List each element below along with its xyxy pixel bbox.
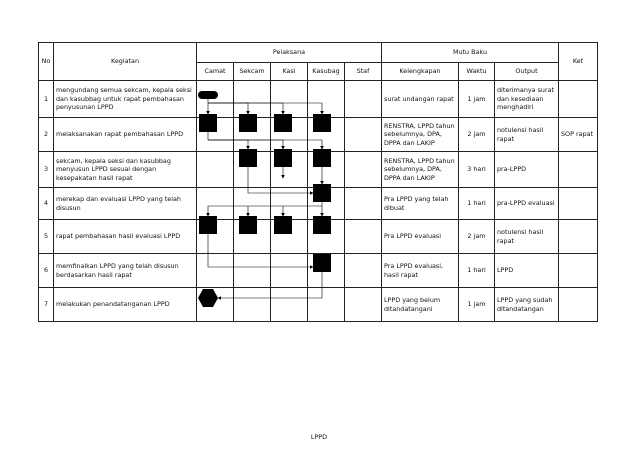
row-kegiatan: melaksanakan rapat pembahasan LPPD: [54, 118, 197, 152]
cell-kasubag: [308, 188, 345, 220]
cell-staf: [345, 288, 382, 322]
cell-staf: [345, 81, 382, 118]
header-sekcam: Sekcam: [234, 63, 271, 81]
cell-sekcam: [234, 152, 271, 188]
row-no: 3: [39, 152, 54, 188]
row-ket: [559, 81, 598, 118]
row-kelengkapan: Pra LPPD evaluasi: [382, 220, 459, 254]
cell-camat: [197, 118, 234, 152]
table-row: [39, 152, 598, 188]
cell-kasubag: [308, 288, 345, 322]
row-kegiatan: melakukan penandatanganan LPPD: [54, 288, 197, 322]
row-kelengkapan: Pra LPPD evaluasi, hasil rapat: [382, 254, 459, 288]
row-kelengkapan: RENSTRA, LPPD tahun sebelumnya, DPA, DPPA dan LAKIP: [382, 152, 459, 188]
cell-camat: [197, 220, 234, 254]
cell-staf: [345, 220, 382, 254]
row-no: 1: [39, 81, 54, 118]
row-kelengkapan: surat undangan rapat: [382, 81, 459, 118]
row-output: diterimanya surat dan kesediaan menghadiri: [495, 81, 559, 118]
row-ket: [559, 254, 598, 288]
table-row: [39, 118, 598, 152]
cell-kasi: [271, 254, 308, 288]
cell-kasi: [271, 288, 308, 322]
row-waktu: 1 hari: [459, 254, 495, 288]
row-no: 7: [39, 288, 54, 322]
header-output: Output: [495, 63, 559, 81]
cell-sekcam: [234, 118, 271, 152]
cell-staf: [345, 118, 382, 152]
header-kasubag: Kasubag: [308, 63, 345, 81]
row-ket: [559, 188, 598, 220]
row-kegiatan: memfinalkan LPPD yang telah disusun berdasarkan hasil rapat: [54, 254, 197, 288]
row-kelengkapan: RENSTRA, LPPD tahun sebelumnya, DPA, DPPA dan LAKIP: [382, 118, 459, 152]
cell-camat: [197, 254, 234, 288]
cell-sekcam: [234, 220, 271, 254]
cell-sekcam: [234, 288, 271, 322]
table-row: [39, 188, 598, 220]
cell-staf: [345, 254, 382, 288]
cell-sekcam: [234, 254, 271, 288]
row-kelengkapan: Pra LPPD yang telah dibuat: [382, 188, 459, 220]
row-output: pra-LPPD: [495, 152, 559, 188]
cell-camat: [197, 152, 234, 188]
header-kelengkapan: Kelengkapan: [382, 63, 459, 81]
cell-kasi: [271, 188, 308, 220]
cell-kasi: [271, 118, 308, 152]
row-kegiatan: rapat pembahasan hasil evaluasi LPPD: [54, 220, 197, 254]
row-ket: SOP rapat: [559, 118, 598, 152]
cell-kasubag: [308, 118, 345, 152]
row-waktu: 2 jam: [459, 220, 495, 254]
row-kegiatan: merekap dan evaluasi LPPD yang telah disusun: [54, 188, 197, 220]
table-row: [39, 220, 598, 254]
row-ket: [559, 152, 598, 188]
cell-staf: [345, 188, 382, 220]
cell-camat: [197, 288, 234, 322]
header-no: No: [39, 43, 54, 81]
row-ket: [559, 220, 598, 254]
cell-sekcam: [234, 188, 271, 220]
cell-staf: [345, 152, 382, 188]
header-camat: Camat: [197, 63, 234, 81]
row-no: 5: [39, 220, 54, 254]
header-staf: Staf: [345, 63, 382, 81]
row-output: notulensi hasil rapat: [495, 220, 559, 254]
cell-kasubag: [308, 81, 345, 118]
row-kegiatan: sekcam, kepala seksi dan kasubbag menyusun LPPD sesuai dengan kesepakatan hasil rapat: [54, 152, 197, 188]
row-no: 6: [39, 254, 54, 288]
row-output: pra-LPPD evaluasi: [495, 188, 559, 220]
row-no: 4: [39, 188, 54, 220]
header-kasi: Kasi: [271, 63, 308, 81]
row-no: 2: [39, 118, 54, 152]
cell-kasi: [271, 152, 308, 188]
row-kegiatan: mengundang semua sekcam, kepala seksi dan kasubbag untuk rapat pembahasan penyusunan LPPD: [54, 81, 197, 118]
page-footer: LPPD: [310, 433, 328, 441]
table-row: [39, 254, 598, 288]
header-pelaksana: Pelaksana: [197, 43, 382, 63]
header-ket: Ket: [559, 43, 598, 81]
cell-kasi: [271, 81, 308, 118]
row-output: notulensi hasil rapat: [495, 118, 559, 152]
cell-sekcam: [234, 81, 271, 118]
header-waktu: Waktu: [459, 63, 495, 81]
row-waktu: 1 hari: [459, 188, 495, 220]
row-waktu: 1 jam: [459, 81, 495, 118]
cell-kasubag: [308, 152, 345, 188]
cell-camat: [197, 81, 234, 118]
row-output: LPPD yang sudah ditandatangan: [495, 288, 559, 322]
cell-kasi: [271, 220, 308, 254]
table-row: [39, 288, 598, 322]
cell-kasubag: [308, 254, 345, 288]
header-mutu-baku: Mutu Baku: [382, 43, 559, 63]
cell-camat: [197, 188, 234, 220]
row-ket: [559, 288, 598, 322]
row-output: LPPD: [495, 254, 559, 288]
header-kegiatan: Kegiatan: [54, 43, 197, 81]
row-waktu: 2 jam: [459, 118, 495, 152]
row-waktu: 3 hari: [459, 152, 495, 188]
table-row: [39, 81, 598, 118]
row-waktu: 1 jam: [459, 288, 495, 322]
sop-table: [38, 42, 598, 322]
cell-kasubag: [308, 220, 345, 254]
row-kelengkapan: LPPD yang belum ditandatangani: [382, 288, 459, 322]
